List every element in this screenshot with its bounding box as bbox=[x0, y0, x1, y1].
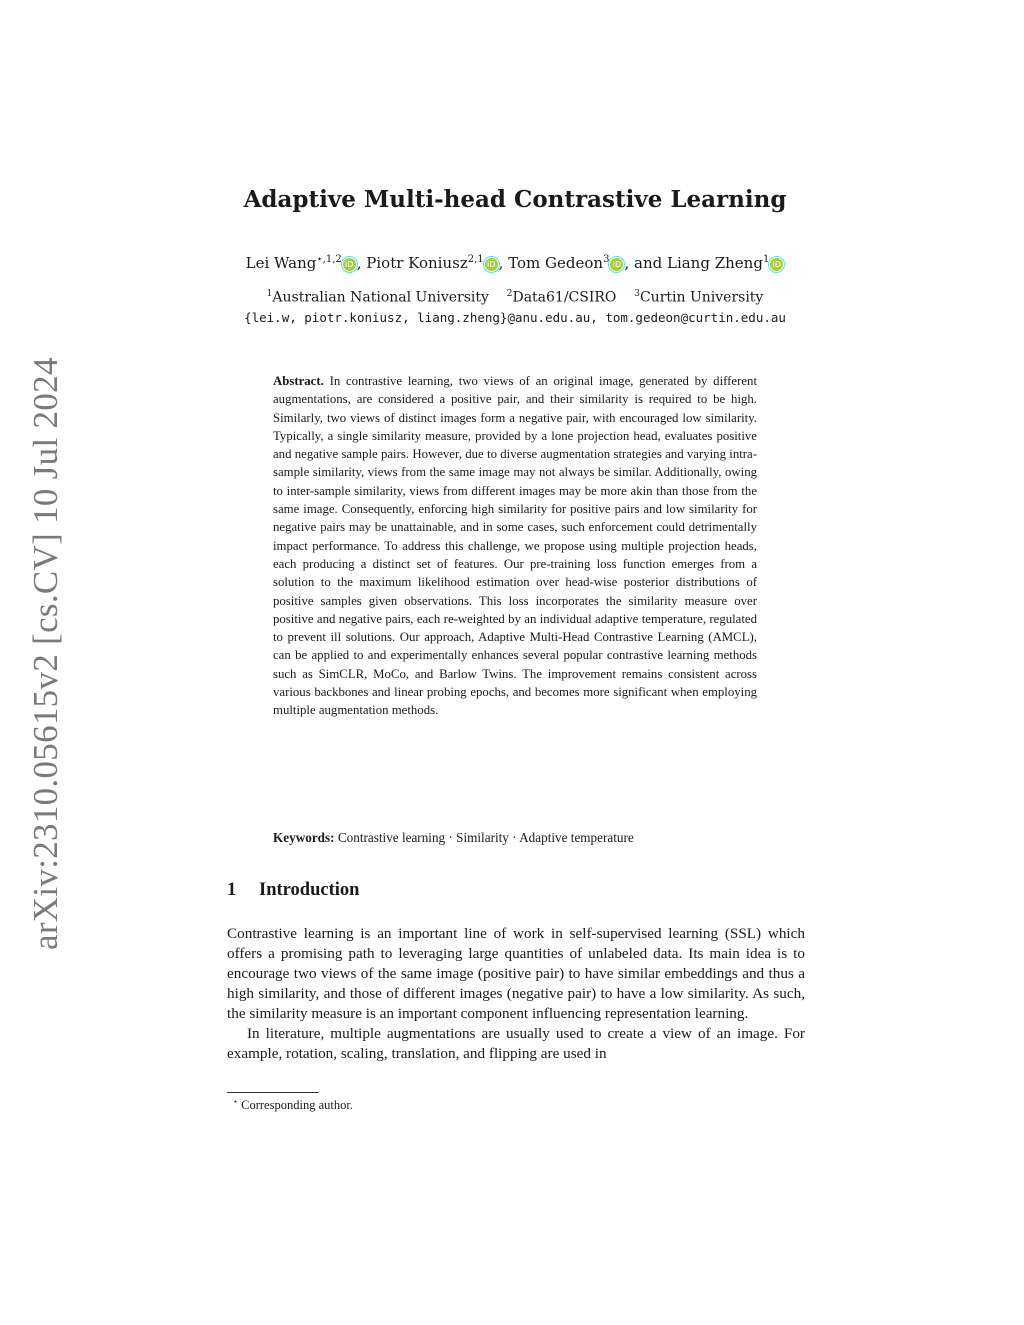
orcid-icon[interactable]: iD bbox=[770, 258, 783, 271]
paragraph: Contrastive learning is an important line of work in self-supervised learning (SSL) which offers a promising path to leveraging large quantities of unlabeled data. Its main idea is to encourage two views of the same image (positive pair) to have similar embeddings and thus a high similarity, and those of different images (negative pair) to have a low similarity. As such, the similarity measure is an important component influencing representation learning. bbox=[227, 925, 805, 1022]
affiliation-name: Australian National University bbox=[272, 289, 489, 306]
affiliation-name: Data61/CSIRO bbox=[512, 289, 617, 306]
arxiv-identifier: arXiv:2310.05615v2 [cs.CV] 10 Jul 2024 bbox=[26, 357, 65, 950]
affiliation-number: 3 bbox=[634, 289, 640, 299]
author-list bbox=[0, 254, 1024, 272]
keywords bbox=[273, 830, 634, 846]
author-separator: , bbox=[356, 254, 367, 272]
footnote bbox=[233, 1097, 353, 1113]
footnote-text: Corresponding author. bbox=[241, 1098, 353, 1113]
orcid-icon[interactable]: iD bbox=[485, 258, 498, 271]
section-title: Introduction bbox=[259, 880, 360, 900]
author-superscript: ⋆,1,2 bbox=[316, 254, 342, 265]
author-name[interactable]: Tom Gedeon bbox=[508, 254, 604, 272]
orcid-icon[interactable]: iD bbox=[610, 258, 623, 271]
email-line bbox=[0, 310, 1024, 325]
body-text bbox=[227, 924, 805, 1064]
section-number: 1 bbox=[227, 880, 237, 900]
author-separator: , and bbox=[624, 254, 667, 272]
keywords-text: Contrastive learning · Similarity · Adaptive temperature bbox=[337, 830, 634, 845]
section-heading bbox=[227, 880, 359, 901]
orcid-icon[interactable]: iD bbox=[343, 258, 356, 271]
email-group[interactable]: {lei.w, piotr.koniusz, liang.zheng}@anu.edu.au bbox=[244, 310, 591, 325]
author-name[interactable]: Liang Zheng bbox=[666, 254, 763, 272]
author-superscript: 2,1 bbox=[467, 254, 484, 265]
author-name[interactable]: Piotr Koniusz bbox=[366, 254, 468, 272]
email-single[interactable]: tom.gedeon@curtin.edu.au bbox=[605, 310, 786, 325]
abstract-text: In contrastive learning, two views of an original image, generated by different augmentations, are considered a positive pair, and their similarity is required to be high. Similarly, two views of distinct images form a negative pair, with encouraged low similarity. Typically, a single similarity measure, provided by a lone projection head, evaluates positive and negative sample pairs. However, due to diverse augmentation strategies and varying intra-sample similarity, views from the same image may not always be similar. Additionally, owing to inter-sample similarity, views from different images may be more akin than those from the same image. Consequently, enforcing high similarity for positive pairs and low similarity for negative pairs may be unattainable, and in some cases, such enforcement could detrimentally impact performance. To address this challenge, we propose using multiple projection heads, each producing a distinct set of features. Our pre-training loss function emerges from a solution to the maximum likelihood estimation over head-wise posterior distributions of positive samples given observations. This loss incorporates the similarity measure over positive and negative pairs, each re-weighted by an individual adaptive temperature, regulated to prevent ill solutions. Our approach, Adaptive Multi-Head Contrastive Learning (AMCL), can be applied to and experimentally enhances several popular contrastive learning methods such as SimCLR, MoCo, and Barlow Twins. The improvement remains consistent across various backbones and linear probing epochs, and becomes more significant when employing multiple augmentation methods. bbox=[273, 374, 758, 718]
author-superscript: 3 bbox=[603, 254, 610, 265]
paper-title: Adaptive Multi-head Contrastive Learning bbox=[243, 186, 787, 213]
abstract bbox=[273, 372, 757, 720]
paragraph: In literature, multiple augmentations are usually used to create a view of an image. For example, rotation, scaling, translation, and flipping are used in bbox=[227, 1025, 805, 1062]
author-separator: , bbox=[498, 254, 509, 272]
author-superscript: 1 bbox=[762, 254, 770, 265]
affiliation-number: 2 bbox=[506, 289, 513, 299]
affiliation-name: Curtin University bbox=[639, 289, 764, 306]
abstract-label: Abstract. bbox=[273, 374, 324, 388]
author-name[interactable]: Lei Wang bbox=[245, 254, 317, 272]
keywords-label: Keywords: bbox=[273, 830, 335, 845]
footnote-rule bbox=[227, 1092, 319, 1093]
affiliation-number: 1 bbox=[266, 289, 273, 299]
affiliations bbox=[0, 289, 1024, 306]
footnote-mark: ⋆ bbox=[233, 1097, 239, 1106]
email-separator: , bbox=[590, 310, 606, 325]
